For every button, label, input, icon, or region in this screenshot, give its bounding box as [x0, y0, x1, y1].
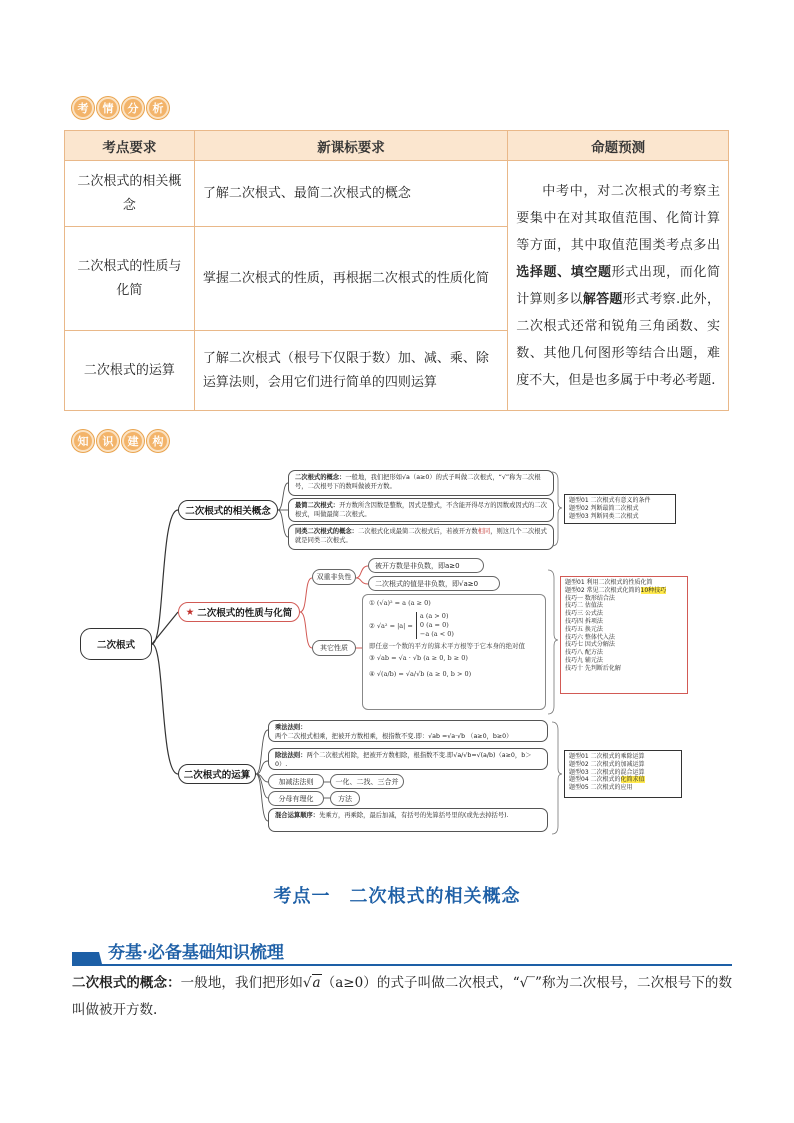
knowledge-badge [72, 430, 169, 452]
list-item-highlight: 10种技巧 [640, 586, 667, 594]
branch-concepts: 二次根式的相关概念 [178, 500, 278, 520]
formula-3: ③ √ab = √a · √b (a ≥ 0, b ≥ 0) [369, 654, 468, 662]
badge-char: 识 [97, 430, 119, 452]
list-item [565, 587, 683, 595]
section-title: 考点一 二次根式的相关概念 [273, 886, 521, 907]
concept-text: 一般地，我们把形如√a（a≥0）的式子叫做二次根式，“√”称为二次根号，二次根号下的数叫做被开方数。 [295, 474, 541, 490]
mul-label: 乘法法则： [275, 724, 307, 731]
list-item-text: 题型01 利用二次根式的性质化简 [565, 579, 653, 586]
list-item-text: 技巧三 公式法 [565, 610, 603, 618]
badge-char: 构 [147, 430, 169, 452]
list-item [569, 761, 677, 769]
nonneg-item: 被开方数是非负数，即a≥0 [368, 558, 484, 573]
list-item [565, 665, 683, 673]
formula-2 [369, 612, 539, 639]
list-item [565, 641, 683, 649]
list-item-text: 题型01 二次根式的乘除运算 [569, 753, 645, 760]
point-cell: 二次根式的相关概念 [65, 161, 195, 227]
formula-case: 0 (a = 0) [419, 621, 449, 629]
other-properties-node: 其它性质 [312, 640, 356, 656]
list-item [565, 649, 683, 657]
division-rule [268, 748, 548, 770]
concept-paragraph-text: 一般地，我们把形如 [180, 975, 303, 991]
standard-cell: 掌握二次根式的性质，再根据二次根式的性质化简 [194, 227, 507, 331]
list-item-text: 技巧十 先判断后化解 [565, 664, 621, 672]
list-item-text: 题型02 常见二次根式化简的 [565, 586, 641, 594]
mul-text: 两个二次根式相乘，把被开方数相乘，根指数不变.即：√ab =√a·√b （a≥0，b≥0） [275, 733, 513, 740]
formula-case: −a (a < 0) [419, 630, 454, 638]
list-item-text: 题型03 二次根式的混合运算 [569, 768, 645, 776]
mixed-label: 混合运算顺序： [275, 812, 320, 819]
rationalize-node: 分母有理化 [268, 791, 324, 806]
list-item-text: 技巧二 估值法 [565, 602, 603, 610]
list-item [565, 610, 683, 618]
list-item [565, 657, 683, 665]
similar-definition [288, 524, 554, 550]
mixed-text: 先乘方，再乘除，最后加减，有括号的先算括号里的(或先去掉括号). [319, 812, 509, 819]
branch-properties [178, 602, 300, 622]
prediction-bold: 选择题、填空题 [516, 264, 612, 280]
prediction-text: 形式出现，而化简计算则多以 [516, 264, 720, 307]
header-prediction: 命题预测 [508, 131, 729, 161]
div-text: 两个二次根式相除，把被开方数相除，根指数不变.即√a/√b=√(a/b)（a≥0，b＞0）. [275, 752, 532, 768]
concept-question-types [564, 494, 676, 524]
list-item-text: 技巧九 辅元法 [565, 656, 603, 664]
analysis-badge [72, 97, 169, 119]
standard-cell: 了解二次根式、最简二次根式的概念 [194, 161, 507, 227]
subsection-title: 夯基·必备基础知识梳理 [108, 943, 284, 963]
simplest-definition [288, 498, 554, 522]
badge-char: 分 [122, 97, 144, 119]
badge-char: 知 [72, 430, 94, 452]
list-item-text: 题型04 二次根式的 [569, 776, 621, 784]
formula-4: ④ √(a/b) = √a/√b (a ≥ 0, b > 0) [369, 670, 472, 678]
list-item-text: 技巧五 换元法 [565, 625, 603, 633]
mixed-order-rule [268, 808, 548, 832]
point-cell: 二次根式的运算 [65, 331, 195, 411]
branch-properties-label: 二次根式的性质与化简 [197, 608, 293, 619]
list-item-text: 技巧一 数形结合法 [565, 594, 615, 602]
concept-definition [288, 470, 554, 496]
nonneg-node: 双重非负性 [312, 569, 356, 585]
list-item [569, 753, 677, 761]
concept-label: 二次根式的概念： [295, 474, 346, 481]
prediction-text: 中考中，对二次根式的考察主要集中在对其取值范围、化简计算等方面，其中取值范围类考点多出 [516, 183, 720, 253]
list-item [565, 626, 683, 634]
table-row [65, 161, 729, 227]
list-item-text: 技巧六 整体代入法 [565, 633, 615, 641]
formula-1: ① (√a)² = a (a ≥ 0) [369, 599, 431, 607]
list-item-text: 题型05 二次根式的应用 [569, 784, 633, 792]
branch-operations: 二次根式的运算 [178, 764, 256, 784]
simplest-label: 最简二次根式： [295, 502, 340, 509]
exam-analysis-table [64, 130, 729, 411]
prediction-cell [508, 161, 729, 411]
list-item [565, 579, 683, 587]
list-item-text: 技巧八 配方法 [565, 649, 603, 657]
nonneg-item: 二次根式的值是非负数，即√a≥0 [368, 576, 500, 591]
list-item: 题型01 二次根式有意义的条件 [569, 497, 651, 504]
similar-text: 二次根式化成最简二次根式后，若被开方数 [357, 528, 478, 535]
header-standard: 新课标要求 [194, 131, 507, 161]
concept-paragraph-label: 二次根式的概念： [72, 975, 181, 991]
point-cell: 二次根式的性质与化简 [65, 227, 195, 331]
concept-paragraph [72, 970, 732, 1024]
similar-text: ，则这几个二次根式就是同类二次根式。 [295, 528, 547, 544]
addition-steps: 一化、二找、三合并 [330, 774, 404, 789]
addition-rule: 加减法法则 [268, 774, 324, 789]
subsection-heading [72, 940, 732, 966]
table-header-row [65, 131, 729, 161]
properties-formulas [362, 594, 546, 710]
badge-char: 考 [72, 97, 94, 119]
list-item [565, 618, 683, 626]
formula-2-cases [416, 612, 454, 639]
standard-cell: 了解二次根式（根号下仅限于数）加、减、乘、除运算法则，会用它们进行简单的四则运算 [194, 331, 507, 411]
formula-2-head: ② √a² = |a| = [369, 621, 413, 630]
star-icon: ★ [185, 606, 195, 618]
formula-2-note: 即任意一个数的平方的算术平方根等于它本身的绝对值 [369, 642, 525, 650]
badge-char: 建 [122, 430, 144, 452]
badge-char: 情 [97, 97, 119, 119]
list-item-highlight: 化简求值 [620, 776, 645, 784]
prediction-text: 形式考察.此外，二次根式还常和锐角三角函数、实数、其他几何图形等结合出题，难度不大，但是也多属于中考必考题. [516, 291, 720, 388]
multiplication-rule [268, 720, 548, 742]
list-item [569, 784, 677, 792]
rationalize-method: 方法 [330, 791, 360, 806]
prediction-bold: 解答题 [582, 291, 623, 307]
header-point: 考点要求 [65, 131, 195, 161]
sqrt-symbol: √a [302, 975, 321, 991]
list-item: 题型02 判断最简二次根式 [569, 504, 639, 512]
list-item-text: 技巧四 拆项法 [565, 617, 603, 625]
similar-highlight: 相同 [477, 528, 491, 535]
list-item: 题型03 判断同类二次根式 [569, 512, 639, 520]
div-label: 除法法则： [275, 752, 307, 759]
sqrt-radicand: a [312, 975, 321, 991]
mindmap-root: 二次根式 [80, 628, 152, 660]
badge-char: 析 [147, 97, 169, 119]
properties-question-types [560, 576, 688, 694]
heading-bar-decoration [72, 952, 102, 964]
knowledge-mindmap [60, 458, 740, 848]
list-item-text: 题型02 二次根式的加减运算 [569, 760, 645, 768]
similar-label: 同类二次根式的概念： [295, 528, 358, 535]
operations-question-types [564, 750, 682, 798]
list-item-text: 技巧七 因式分解法 [565, 641, 615, 649]
formula-case: a (a > 0) [419, 612, 449, 620]
simplest-text: 开方数所含因数是整数，因式是整式，不含能开得尽方的因数或因式的二次根式，叫做最简二次根式。 [295, 502, 547, 518]
concept-paragraph-text: （a≥0）的式子叫做二次根式，“√‾”称为二次根号，二次根号下的数叫做被开方数. [72, 975, 733, 1018]
